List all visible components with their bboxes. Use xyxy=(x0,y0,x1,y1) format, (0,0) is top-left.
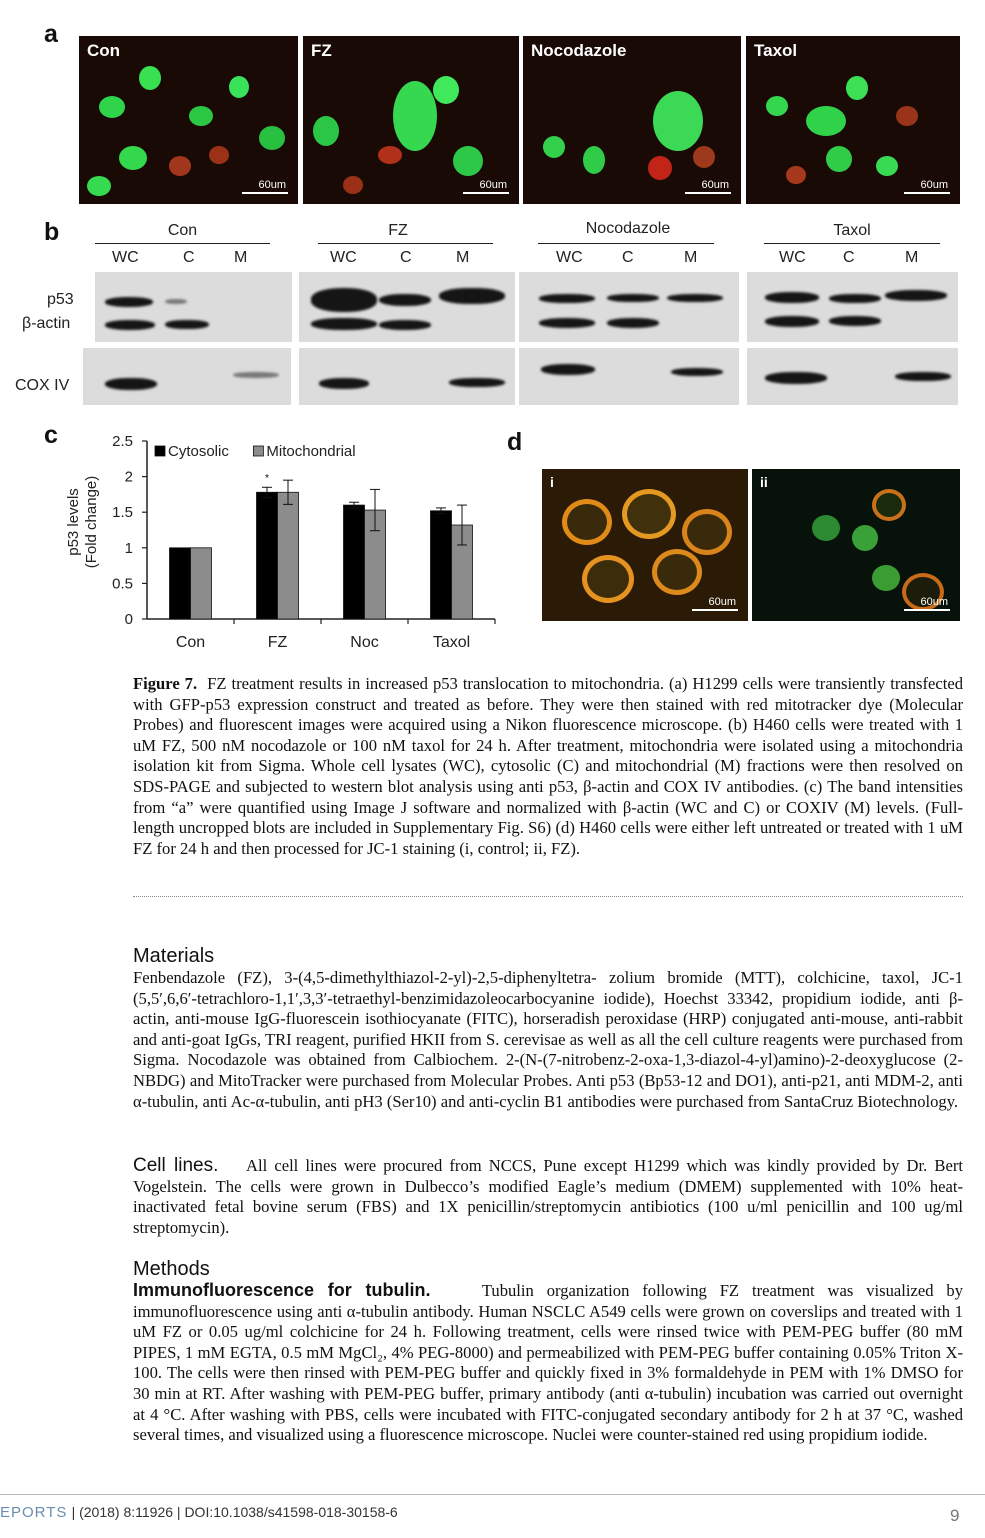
group-underline xyxy=(538,243,714,244)
blot-cox-iv-fz xyxy=(299,348,515,405)
blot-cox-iv-taxol xyxy=(747,348,958,405)
footer-citation: | (2018) 8:11926 | DOI:10.1038/s41598-018-30158-6 xyxy=(71,1504,398,1520)
scale-bar-label: 60um xyxy=(701,179,729,191)
micrograph-fz xyxy=(303,36,519,204)
footer-citation-line xyxy=(0,1504,398,1521)
panel-d-letter: d xyxy=(507,428,523,456)
micrograph-label: FZ xyxy=(311,41,332,60)
blot-group-taxol: Taxol xyxy=(833,222,871,239)
bar-cytosolic xyxy=(344,505,365,619)
figure-caption xyxy=(133,674,963,859)
materials-text: Fenbendazole (FZ), 3-(4,5-dimethylthiazol-2-yl)-2,5-diphenyltetra- zolium bromide (MTT), colchicine, taxol, JC-1 (5,5′,6,6′-tetrachloro-1,1′,3,3′-tetraethyl-benzimidazoleocarbocyanine iodide), Hoechst 33342, propidium iodide, anti β-actin, anti-mouse IgG-fluorescein isothiocyanate (FITC), horseradish peroxidase (HRP) conjugated anti-mouse, anti-rabbit and anti-goat IgGs, TRI reagent, purified HKII from S. cerevisae as well as all the cell culture reagents were purchased from Sigma. Nocodazole was obtained from Calbiochem. 2-(N-(7-nitrobenz-2-oxa-1,3-diazol-4-yl)amino)-2-deoxyglucose (2-NBDG) and MitoTracker were purchased from Molecular Probes. Anti p53 (Bp53-12 and DO1), anti-p21, anti MDM-2, anti α-tubulin, anti Ac-α-tubulin, anti pH3 (Ser10) and anti-cyclin B1 antibodies were purchased from SantaCruz Biotechnology. xyxy=(133,968,963,1111)
lane-label: M xyxy=(684,249,698,266)
lane-label: C xyxy=(843,249,855,266)
lane-label: C xyxy=(622,249,634,266)
bar-mitochondrial xyxy=(278,492,299,619)
micrograph-taxol xyxy=(746,36,960,204)
blot-p53-actin-taxol xyxy=(747,272,958,342)
blot-p53-actin-nocodazole xyxy=(519,272,739,342)
group-underline xyxy=(95,243,270,244)
scale-bar xyxy=(685,192,731,194)
bar-cytosolic xyxy=(431,511,452,619)
blot-cox-iv-con xyxy=(83,348,291,405)
blot-cox-iv-nocodazole xyxy=(519,348,739,405)
lane-label: C xyxy=(183,249,195,266)
micrograph-label: Taxol xyxy=(754,41,798,60)
footer-rule xyxy=(0,1494,985,1495)
jc1-image-label: i xyxy=(550,474,554,490)
lane-label: M xyxy=(905,249,919,266)
cell-lines-paragraph xyxy=(133,1156,963,1238)
row-label-beta-actin: β-actin xyxy=(22,315,71,332)
methods-heading: Methods xyxy=(133,1258,210,1280)
lane-label: C xyxy=(400,249,412,266)
x-tick-label: Con xyxy=(175,634,206,651)
jc1-image-label: ii xyxy=(760,474,768,490)
scale-bar-label: 60um xyxy=(708,596,736,608)
scale-bar xyxy=(692,609,738,611)
scale-bar-label: 60um xyxy=(258,179,286,191)
blot-p53-actin-con xyxy=(95,272,292,342)
y-tick-label: 0.5 xyxy=(112,575,133,593)
scale-bar xyxy=(463,192,509,194)
y-axis-label: p53 levels xyxy=(65,488,82,556)
methods-text: Tubulin organization following FZ treatment was visualized by immunofluorescence using anti α-tubulin antibody. Human NSCLC A549 cells were grown on coverslips and treated with 1 uM FZ or 0.05 ug/ml colchicine for 24 h. Following treatment, cells were rinsed twice with PEM-PEG buffer (80 mM PIPES, 1 mM EGTA, 0.5 mM MgCl₂, 4% PEG-8000) and permeabilized with PEM-PEG buffer containing 0.05% Triton X-100. The cells were then rinsed with PEM-PEG buffer and quickly fixed in 3% formaldehyde in PEM with 1% DMSO for 30 min at RT. After washing with PEM-PEG buffer, primary antibody (anti α-tubulin) incubation was carried out overnight at 4 °C. After washing with PBS, cells were incubated with FITC-conjugated secondary antibody for 2 h at 37 °C, washed several times, and visualized using a fluorescence microscope. Nuclei were counter-stained red using propidium iodide. xyxy=(133,1281,964,1445)
scale-bar xyxy=(904,609,950,611)
jc1-image-fz xyxy=(752,469,960,621)
blot-group-con: Con xyxy=(167,222,198,239)
legend-swatch xyxy=(155,446,165,456)
micrograph-con xyxy=(79,36,298,204)
bar-mitochondrial xyxy=(191,548,212,619)
panel-a-letter: a xyxy=(44,20,58,48)
caption-divider xyxy=(133,896,963,897)
x-tick-label: Noc xyxy=(350,634,379,651)
panel-b-letter: b xyxy=(44,218,60,246)
y-tick-label: 1.5 xyxy=(112,504,133,522)
footer-journal: EPORTS xyxy=(0,1504,68,1521)
micrograph-label: Nocodazole xyxy=(531,41,627,60)
row-label-cox-iv: COX IV xyxy=(15,377,70,394)
figure-caption-label: Figure 7. xyxy=(133,674,198,693)
legend-swatch xyxy=(253,446,263,456)
x-tick-label: Taxol xyxy=(432,634,471,651)
scale-bar-label: 60um xyxy=(920,179,948,191)
y-tick-label: 2.5 xyxy=(112,433,133,450)
jc1-image-control xyxy=(542,469,748,621)
scale-bar xyxy=(242,192,288,194)
scale-bar-label: 60um xyxy=(920,596,948,608)
y-tick-label: 2 xyxy=(124,468,133,486)
bar-chart xyxy=(60,425,510,657)
blot-group-fz: FZ xyxy=(388,222,408,239)
lane-label: WC xyxy=(779,249,806,266)
significance-marker: * xyxy=(264,472,270,485)
micrograph-label: Con xyxy=(87,41,121,60)
row-label-p53: p53 xyxy=(47,291,74,308)
lane-label: M xyxy=(456,249,470,266)
y-axis-label-units: (Fold change) xyxy=(83,475,100,569)
figure-caption-text: FZ treatment results in increased p53 translocation to mitochondria. (a) H1299 cells were transiently transfected with GFP-p53 expression construct and treated as before. They were then stained with red mitotracker dye (Molecular Probes) and fluorescent images were acquired using a Nikon fluorescence microscope. (b) H460 cells were treated with 1 uM FZ, 500 nM nocodazole or 100 nM taxol for 24 h. After treatment, mitochondria were isolated using a mitochondria isolation kit from Sigma. Whole cell lysates (WC), cytosolic (C) and mitochondrial (M) fractions were then resolved on SDS-PAGE and subjected to western blot analysis using anti p53, β-actin and COX IV antibodies. (c) The band intensities from “a” were quantified using Image J software and normalized with β-actin (WC and C) or COXIV (M) levels. (Full-length uncropped blots are included in Supplementary Fig. S6) (d) H460 cells were either left untreated or treated with 1 uM FZ for 24 h and then processed for JC-1 staining (i, control; ii, FZ). xyxy=(133,674,964,858)
lane-label: M xyxy=(234,249,248,266)
group-underline xyxy=(318,243,493,244)
scale-bar xyxy=(904,192,950,194)
scale-bar-label: 60um xyxy=(479,179,507,191)
panel-c-letter: c xyxy=(44,421,58,449)
x-tick-label: FZ xyxy=(267,634,288,651)
cell-lines-text: All cell lines were procured from NCCS, Pune except H1299 which was kindly provided by Dr. Bert Vogelstein. The cells were grown in Dulbecco’s modified Eagle’s medium (DMEM) supplemented with 10% heat-inactivated fetal bovine serum (FBS) and 1X penicillin/streptomycin antibiotics (100 u/ml penicillin and 100 ug/ml streptomycin). xyxy=(133,1156,963,1237)
bar-cytosolic xyxy=(170,548,191,619)
y-tick-label: 1 xyxy=(124,539,133,557)
lane-label: WC xyxy=(330,249,357,266)
lane-label: WC xyxy=(112,249,139,266)
materials-heading: Materials xyxy=(133,945,215,967)
micrograph-nocodazole xyxy=(523,36,741,204)
bar-cytosolic xyxy=(257,492,278,619)
legend-label: Mitochondrial xyxy=(266,443,356,460)
lane-label: WC xyxy=(556,249,583,266)
page-number: 9 xyxy=(950,1506,960,1525)
legend-label: Cytosolic xyxy=(168,443,229,460)
blot-group-nocodazole: Nocodazole xyxy=(585,220,671,237)
cell-lines-heading: Cell lines. xyxy=(133,1155,219,1176)
methods-paragraph xyxy=(133,1280,963,1446)
methods-subheading: Immunofluorescence for tubulin. xyxy=(133,1280,431,1300)
y-tick-label: 0 xyxy=(124,611,133,628)
blot-p53-actin-fz xyxy=(299,272,515,342)
group-underline xyxy=(764,243,940,244)
